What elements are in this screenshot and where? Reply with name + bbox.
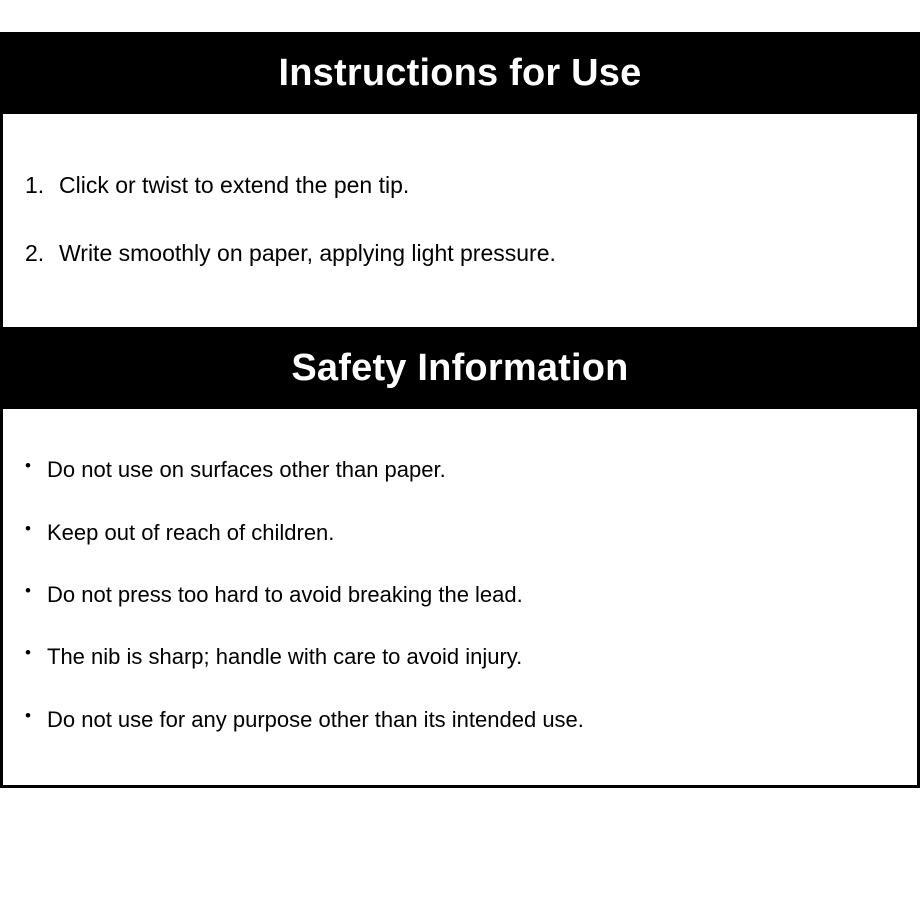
safety-section-body xyxy=(3,409,917,785)
list-item: Click or twist to extend the pen tip. xyxy=(59,172,410,198)
instructions-section-body xyxy=(3,114,917,327)
safety-panel xyxy=(0,327,920,788)
list-item: • Do not press too hard to avoid breaking the lead. xyxy=(3,582,917,608)
list-item: • Do not use on surfaces other than paper. xyxy=(3,457,917,483)
list-item: Write smoothly on paper, applying light pressure. xyxy=(59,239,556,266)
instruction-sheet xyxy=(0,32,920,788)
instructions-step-list xyxy=(3,114,917,327)
instructions-section-title: Instructions for Use xyxy=(3,35,917,114)
safety-section-title: Safety Information xyxy=(3,330,917,409)
list-item: • The nib is sharp; handle with care to avoid injury. xyxy=(3,644,917,670)
list-item: • Do not use for any purpose other than its intended use. xyxy=(3,707,917,733)
safety-bullet-list xyxy=(3,409,917,785)
instructions-panel xyxy=(0,32,920,327)
list-item: • Keep out of reach of children. xyxy=(3,520,917,546)
